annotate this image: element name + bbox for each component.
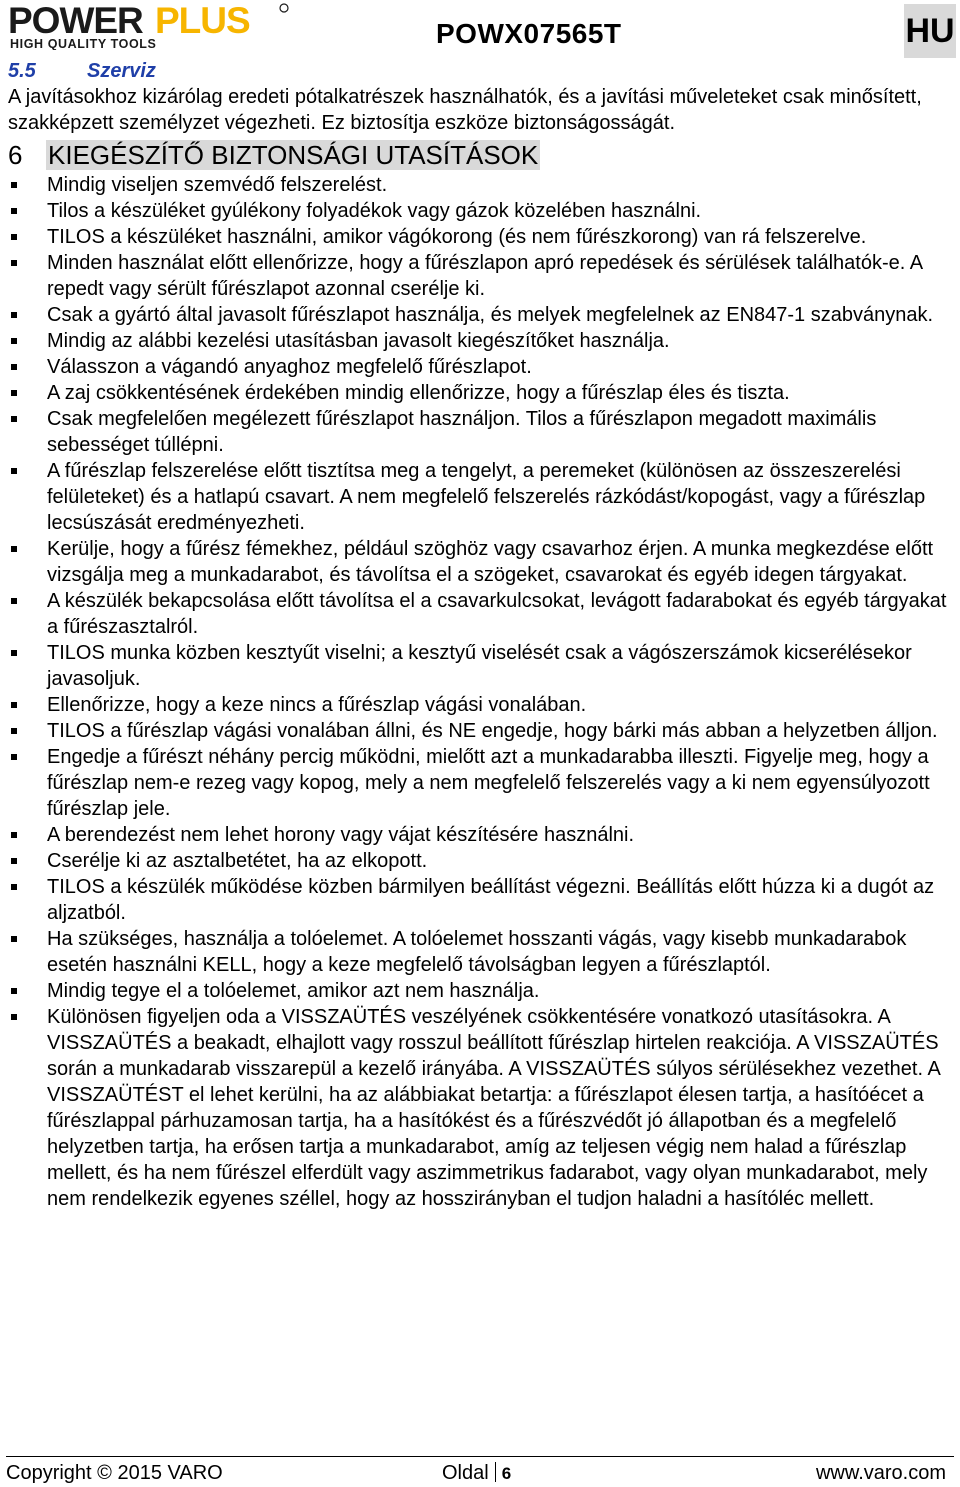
list-item <box>8 406 952 458</box>
list-item-text: Mindig viseljen szemvédő felszerelést. <box>47 174 388 196</box>
list-item <box>8 380 952 406</box>
list-item-text: A készülék bekapcsolása előtt távolítsa el a csavarkulcsokat, levágott fadarabokat és egyéb tárgyakat a fűrészasztalról. <box>47 590 947 638</box>
logo-plus-text: PLUS <box>155 2 250 41</box>
square-bullet-icon <box>11 884 17 890</box>
square-bullet-icon <box>11 598 17 604</box>
square-bullet-icon <box>11 988 17 994</box>
square-bullet-icon <box>11 702 17 708</box>
list-item-text: Ellenőrizze, hogy a keze nincs a fűrészlap vágási vonalában. <box>47 694 587 716</box>
list-item-text: TILOS a fűrészlap vágási vonalában állni, és NE engedje, hogy bárki más abban a helyzetben álljon. <box>47 720 938 742</box>
page-footer <box>6 1456 954 1487</box>
list-item <box>8 692 952 718</box>
registered-icon <box>280 4 288 12</box>
list-item <box>8 302 952 328</box>
list-item-text: Csak megfelelően megélezett fűrészlapot használjon. Tilos a fűrészlapon megadott maximális sebességet túllépni. <box>47 408 877 456</box>
list-item-text: A fűrészlap felszerelése előtt tisztítsa meg a tengelyt, a peremeket (különösen az összeszerelési felületeket) és a hatlapú csavart. A nem megfelelő felszerelés rázkódást/kopogást, vagy a fűrészlap lecsúszását eredményezheti. <box>47 460 926 534</box>
website-link[interactable]: www.varo.com <box>815 1462 946 1484</box>
square-bullet-icon <box>11 182 17 188</box>
list-item-text: Tilos a készüléket gyúlékony folyadékok vagy gázok közelében használni. <box>47 200 702 222</box>
logo-tagline: HIGH QUALITY TOOLS <box>10 37 157 50</box>
list-item-text: Engedje a fűrészt néhány percig működni, mielőtt azt a munkadarabba illeszti. Figyelje meg, hogy a fűrészlap nem-e rezeg vagy kopog, mely a nem megfelelő felszerelés vagy a ki nem egyensúlyozott fűrészlap jele. <box>47 746 930 820</box>
square-bullet-icon <box>11 338 17 344</box>
list-item <box>8 588 952 640</box>
square-bullet-icon <box>11 936 17 942</box>
list-item <box>8 1004 952 1212</box>
square-bullet-icon <box>11 260 17 266</box>
safety-instructions-list <box>8 172 952 1212</box>
square-bullet-icon <box>11 312 17 318</box>
page-header <box>0 0 960 60</box>
list-item-text: Minden használat előtt ellenőrizze, hogy a fűrészlapon apró repedések és sérülések találhatók-e. A repedt vagy sérült fűrészlapot azonnal cserélje ki. <box>47 252 922 300</box>
square-bullet-icon <box>11 754 17 760</box>
list-item-text: A zaj csökkentésének érdekében mindig ellenőrizze, hogy a fűrészlap éles és tiszta. <box>47 382 790 404</box>
list-item <box>8 926 952 978</box>
square-bullet-icon <box>11 650 17 656</box>
square-bullet-icon <box>11 1014 17 1020</box>
page-number: 6 <box>501 1464 512 1483</box>
copyright-text: Copyright © 2015 VARO <box>6 1462 223 1484</box>
square-bullet-icon <box>11 858 17 864</box>
subsection-heading <box>8 58 952 84</box>
list-item-text: Válasszon a vágandó anyaghoz megfelelő fűrészlapot. <box>47 356 532 378</box>
subsection-title: Szerviz <box>87 60 156 82</box>
square-bullet-icon <box>11 416 17 422</box>
square-bullet-icon <box>11 546 17 552</box>
service-paragraph: A javításokhoz kizárólag eredeti pótalkatrészek használhatók, és a javítási műveleteket csak minősített, szakképzett személyzet végezheti. Ez biztosítja eszköze biztonságosságát. <box>8 86 922 134</box>
document-body <box>8 58 952 1212</box>
list-item <box>8 224 952 250</box>
list-item <box>8 848 952 874</box>
list-item-text: Mindig tegye el a tolóelemet, amikor azt nem használja. <box>47 980 540 1002</box>
list-item <box>8 198 952 224</box>
list-item-text: Ha szükséges, használja a tolóelemet. A tolóelemet hosszanti vágás, vagy kisebb munkadarabok esetén használni KELL, hogy a keze megfelelő távolságban legyen a fűrészlaptól. <box>47 928 907 976</box>
list-item <box>8 458 952 536</box>
list-item-text: Különösen figyeljen oda a VISSZAÜTÉS veszélyének csökkentésére vonatkozó utasításokra. A VISSZAÜTÉS a beakadt, elhajlott vagy rosszul beállított fűrészlap hirtelen reakciója. A VISSZAÜTÉS során a munkadarab visszarepül a kezelő irányába. A VISSZAÜTÉS súlyos sérülésekhez vezethet. A VISSZAÜTÉST el lehet kerülni, ha az alábbiakat betartja: a fűrészlapot élesen tartja, a hasítóécet a fűrészlappal párhuzamosan tartja, ha a hasítókést és a fűrészvédőt jó állapotban és a megfelelő helyzetben tartja, ha erősen tartja a munkadarabot, amíg az teljesen végig nem halad a fűrészlap mellett, és ha nem fűrészel elferdült vagy aszimmetrikus fadarabot, vagy olyan munkadarabot, mely nem rendelkezik egyenes széllel, hogy az hosszirányban el tudjon haladni a hasítóléc mellett. <box>47 1006 940 1210</box>
square-bullet-icon <box>11 364 17 370</box>
section-number: 6 <box>8 140 23 170</box>
list-item-text: TILOS a készülék működése közben bármilyen beállítást végezni. Beállítás előtt húzza ki a dugót az aljzatból. <box>47 876 935 924</box>
square-bullet-icon <box>11 832 17 838</box>
model-number: POWX07565T <box>436 18 622 49</box>
powerplus-logo <box>8 2 298 50</box>
list-item <box>8 172 952 198</box>
list-item-text: Csak a gyártó által javasolt fűrészlapot használja, és melyek megfelelnek az EN847-1 szabványnak. <box>47 304 934 326</box>
square-bullet-icon <box>11 234 17 240</box>
logo-power-text: POWER <box>8 2 143 41</box>
list-item <box>8 354 952 380</box>
list-item <box>8 328 952 354</box>
language-badge: HU <box>904 4 956 58</box>
page-indicator <box>442 1462 511 1485</box>
list-item-text: Cserélje ki az asztalbetétet, ha az elkopott. <box>47 850 428 872</box>
list-item <box>8 822 952 848</box>
section-heading <box>8 136 952 170</box>
list-item-text: TILOS munka közben kesztyűt viselni; a kesztyű viselését csak a vágószerszámok kicserélésekor javasoljuk. <box>47 642 912 690</box>
list-item-text: Kerülje, hogy a fűrész fémekhez, például szöghöz vagy csavarhoz érjen. A munka megkezdése előtt vizsgálja meg a munkadarabot, és távolítsa el a szögeket, csavarokat és egyéb idegen tárgyakat. <box>47 538 934 586</box>
square-bullet-icon <box>11 208 17 214</box>
page-label: Oldal <box>442 1462 489 1484</box>
square-bullet-icon <box>11 728 17 734</box>
list-item <box>8 978 952 1004</box>
subsection-number: 5.5 <box>8 60 36 82</box>
list-item <box>8 718 952 744</box>
list-item-text: A berendezést nem lehet horony vagy vájat készítésére használni. <box>47 824 635 846</box>
list-item <box>8 250 952 302</box>
list-item <box>8 536 952 588</box>
list-item-text: Mindig az alábbi kezelési utasításban javasolt kiegészítőket használja. <box>47 330 670 352</box>
list-item <box>8 640 952 692</box>
list-item <box>8 744 952 822</box>
square-bullet-icon <box>11 390 17 396</box>
page-separator <box>495 1462 496 1482</box>
square-bullet-icon <box>11 468 17 474</box>
section-title: KIEGÉSZÍTŐ BIZTONSÁGI UTASÍTÁSOK <box>48 140 539 170</box>
list-item-text: TILOS a készüléket használni, amikor vágókorong (és nem fűrészkorong) van rá felszerelve. <box>47 226 867 248</box>
list-item <box>8 874 952 926</box>
